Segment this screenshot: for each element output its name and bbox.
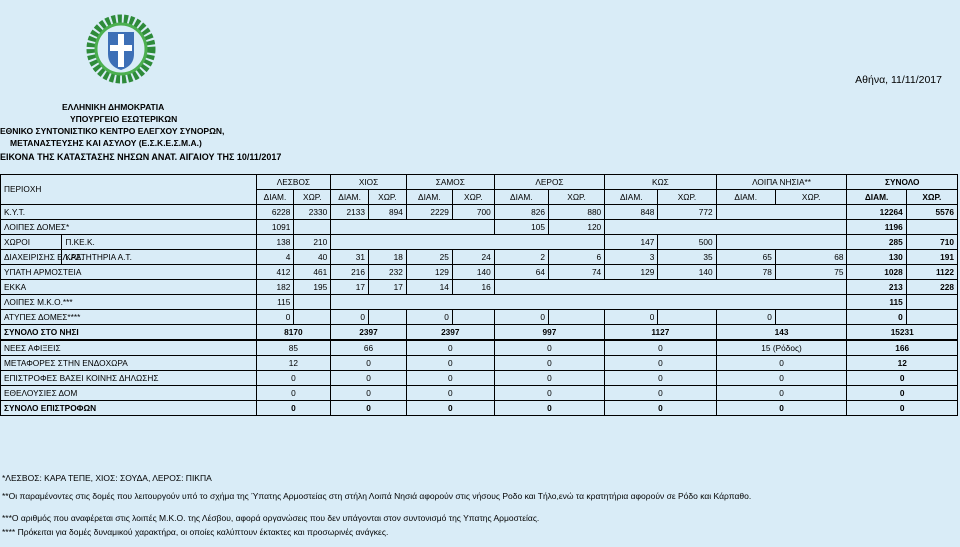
cell: 85 (256, 340, 331, 356)
cell: 120 (548, 220, 604, 235)
table-row (1, 220, 958, 235)
cell: 0 (716, 386, 847, 401)
row-label: ΛΟΙΠΕΣ ΔΟΜΕΣ* (1, 220, 257, 235)
cell: 78 (716, 265, 775, 280)
row-label: ΜΕΤΑΦΟΡΕΣ ΣΤΗΝ ΕΝΔΟΧΩΡΑ (1, 356, 257, 371)
header-republic: ΕΛΛΗΝΙΚΗ ΔΗΜΟΚΡΑΤΙΑ (62, 102, 165, 112)
cell: 0 (331, 386, 407, 401)
col-lesvos: ΛΕΣΒΟΣ (256, 175, 331, 190)
footnote-4: **** Πρόκειται για δομές δυναμικού χαρακτήρα, οι οποίες καλύπτουν έκτακτες και προσωρινές ανάγκες. (2, 527, 389, 537)
cell (775, 310, 847, 325)
cell: 3 (605, 250, 658, 265)
cell: 4 (256, 250, 294, 265)
table-row (1, 386, 958, 401)
sub-diam: ΔΙΑΜ. (716, 190, 775, 205)
table-row (1, 340, 958, 356)
cell: 1122 (906, 265, 957, 280)
cell: 0 (331, 401, 407, 416)
cell: 12 (847, 356, 958, 371)
col-samos: ΣΑΜΟΣ (406, 175, 494, 190)
cell: 0 (331, 310, 369, 325)
cell: 66 (331, 340, 407, 356)
cell: 115 (847, 295, 906, 310)
row-label: ΕΚΚΑ (1, 280, 257, 295)
cell: 0 (847, 310, 906, 325)
row-label: ΛΟΙΠΕΣ Μ.Κ.Ο.*** (1, 295, 257, 310)
sub-diam: ΔΙΑΜ. (331, 190, 369, 205)
cell: 461 (294, 265, 331, 280)
cell: 75 (775, 265, 847, 280)
cell: 2133 (331, 205, 369, 220)
cell: 1196 (847, 220, 906, 235)
cell (369, 310, 407, 325)
col-total: ΣΥΝΟΛΟ (847, 175, 958, 190)
cell: 147 (605, 235, 658, 250)
cell: 166 (847, 340, 958, 356)
cell: 0 (256, 401, 331, 416)
cell: 0 (847, 401, 958, 416)
cell: 115 (256, 295, 294, 310)
cell: 412 (256, 265, 294, 280)
row-label: ΣΥΝΟΛΟ ΕΠΙΣΤΡΟΦΩΝ (1, 401, 257, 416)
cell (331, 235, 605, 250)
cell (331, 295, 847, 310)
cell: 65 (716, 250, 775, 265)
sub-xor: ΧΩΡ. (775, 190, 847, 205)
cell (548, 310, 604, 325)
cell: 129 (406, 265, 452, 280)
cell: 105 (494, 220, 548, 235)
row-label: ΕΘΕΛΟΥΣΙΕΣ ΔΟΜ (1, 386, 257, 401)
cell (716, 205, 847, 220)
table-row (1, 205, 958, 220)
cell: 0 (406, 401, 494, 416)
cell (906, 220, 957, 235)
cell: 0 (716, 401, 847, 416)
col-kos: ΚΩΣ (605, 175, 716, 190)
cell: 880 (548, 205, 604, 220)
cell: 0 (847, 386, 958, 401)
cell: 25 (406, 250, 452, 265)
cell: 997 (494, 325, 604, 341)
cell: 0 (494, 340, 604, 356)
cell: 0 (331, 356, 407, 371)
cell: 12264 (847, 205, 906, 220)
document-date: Αθήνα, 11/11/2017 (855, 74, 942, 86)
cell: 18 (369, 250, 407, 265)
cell: 0 (406, 310, 452, 325)
cell: 2397 (331, 325, 407, 341)
cell: 210 (294, 235, 331, 250)
table-row (1, 356, 958, 371)
greek-emblem-icon (86, 14, 156, 84)
cell: 2397 (406, 325, 494, 341)
row-label: ΥΠΑΤΗ ΑΡΜΟΣΤΕΙΑ (1, 265, 257, 280)
table-row (1, 175, 958, 190)
row-sublabel: Π.ΚΕ.Κ. (62, 235, 256, 250)
cell: 5576 (906, 205, 957, 220)
cell: 1028 (847, 265, 906, 280)
cell: 0 (716, 356, 847, 371)
cell: 16 (452, 280, 494, 295)
cell: 0 (331, 371, 407, 386)
cell: 213 (847, 280, 906, 295)
cell: 0 (494, 356, 604, 371)
cell: 700 (452, 205, 494, 220)
cell: 710 (906, 235, 957, 250)
cell (605, 220, 847, 235)
sub-diam: ΔΙΑΜ. (847, 190, 906, 205)
cell (906, 295, 957, 310)
cell: 0 (847, 371, 958, 386)
sub-xor: ΧΩΡ. (906, 190, 957, 205)
cell: 2330 (294, 205, 331, 220)
row-label: ΑΤΥΠΕΣ ΔΟΜΕΣ**** (1, 310, 257, 325)
cell: 31 (331, 250, 369, 265)
header-center: ΕΘΝΙΚΟ ΣΥΝΤΟΝΙΣΤΙΚΟ ΚΕΝΤΡΟ ΕΛΕΓΧΟΥ ΣΥΝΟΡΩΝ, (0, 126, 225, 136)
col-leros: ΛΕΡΟΣ (494, 175, 604, 190)
cell: 1091 (256, 220, 294, 235)
header-ministry: ΥΠΟΥΡΓΕΙΟ ΕΣΩΤΕΡΙΚΩΝ (70, 114, 178, 124)
cell (294, 310, 331, 325)
table-row (1, 371, 958, 386)
cell: 64 (494, 265, 548, 280)
cell: 182 (256, 280, 294, 295)
table-row (1, 310, 958, 325)
sub-xor: ΧΩΡ. (294, 190, 331, 205)
islands-status-table (0, 174, 958, 416)
cell: 0 (605, 310, 658, 325)
cell: 6228 (256, 205, 294, 220)
cell: 35 (658, 250, 716, 265)
cell: 228 (906, 280, 957, 295)
cell: 12 (256, 356, 331, 371)
cell: 848 (605, 205, 658, 220)
cell: 130 (847, 250, 906, 265)
sub-diam: ΔΙΑΜ. (406, 190, 452, 205)
footnote-1: *ΛΕΣΒΟΣ: ΚΑΡΑ ΤΕΠΕ, ΧΙΟΣ: ΣΟΥΔΑ, ΛΕΡΟΣ: ΠΙΚΠΑ (2, 473, 212, 483)
table-row (1, 250, 958, 265)
cell: 191 (906, 250, 957, 265)
cell (716, 235, 847, 250)
cell (906, 310, 957, 325)
cell: 894 (369, 205, 407, 220)
cell: 0 (494, 310, 548, 325)
footnote-3: ***Ο αριθμός που αναφέρεται στις λοιπές Μ.Κ.Ο. της Λέσβου, αφορά οργανώσεις που δεν υπάγονται στον συντονισμό της Υπατης Αρμοστείας. (2, 513, 540, 523)
cell: 140 (452, 265, 494, 280)
cell: 772 (658, 205, 716, 220)
cell: 0 (605, 340, 716, 356)
col-chios: ΧΙΟΣ (331, 175, 407, 190)
col-other-islands: ΛΟΙΠΑ ΝΗΣΙΑ** (716, 175, 847, 190)
cell: 8170 (256, 325, 331, 341)
cell: 195 (294, 280, 331, 295)
document-title: ΕΙΚΟΝΑ ΤΗΣ ΚΑΤΑΣΤΑΣΗΣ ΝΗΣΩΝ ΑΝΑΤ. ΑΙΓΑΙΟΥ ΤΗΣ 10/11/2017 (0, 152, 282, 162)
cell: 0 (256, 386, 331, 401)
cell: 500 (658, 235, 716, 250)
cell: 138 (256, 235, 294, 250)
cell: 0 (605, 401, 716, 416)
cell: 0 (605, 356, 716, 371)
row-label: ΔΙΑΧΕΙΡΙΣΗΣ ΕΛ.ΑΣ. (1, 250, 62, 265)
cell: 0 (605, 386, 716, 401)
row-label: ΣΥΝΟΛΟ ΣΤΟ ΝΗΣΙ (1, 325, 257, 341)
cell: 0 (406, 371, 494, 386)
cell: 0 (494, 386, 604, 401)
cell: 15 (Ρόδος) (716, 340, 847, 356)
sub-xor: ΧΩΡ. (658, 190, 716, 205)
sub-xor: ΧΩΡ. (452, 190, 494, 205)
cell: 0 (494, 371, 604, 386)
table-row (1, 280, 958, 295)
cell: 0 (256, 310, 294, 325)
footnote-2: **Οι παραμένοντες στις δομές που λειτουργούν υπό το σχήμα της Ύπατης Αρμοστείας στη στήλη Λοιπά Νησιά αφορούν στις νήσους Ροδο και Τήλο,ενώ τα κρατητήρια αφορούν σε Ρόδο και Κάρπαθο. (2, 491, 752, 501)
cell (294, 220, 331, 235)
cell: 17 (331, 280, 369, 295)
row-label: ΧΩΡΟΙ (1, 235, 62, 250)
cell: 68 (775, 250, 847, 265)
cell: 0 (716, 310, 775, 325)
table-row (1, 325, 958, 341)
cell: 2 (494, 250, 548, 265)
table-row (1, 265, 958, 280)
cell: 15231 (847, 325, 958, 341)
cell: 24 (452, 250, 494, 265)
cell: 143 (716, 325, 847, 341)
cell: 74 (548, 265, 604, 280)
cell: 40 (294, 250, 331, 265)
row-label: ΝΕΕΣ ΑΦΙΞΕΙΣ (1, 340, 257, 356)
cell: 14 (406, 280, 452, 295)
cell: 0 (406, 386, 494, 401)
sub-diam: ΔΙΑΜ. (256, 190, 294, 205)
cell: 0 (406, 356, 494, 371)
cell: 129 (605, 265, 658, 280)
table-row (1, 401, 958, 416)
cell (452, 310, 494, 325)
row-label: Κ.Υ.Τ. (1, 205, 257, 220)
cell: 17 (369, 280, 407, 295)
cell: 826 (494, 205, 548, 220)
sub-diam: ΔΙΑΜ. (605, 190, 658, 205)
row-label: ΕΠΙΣΤΡΟΦΕΣ ΒΑΣΕΙ ΚΟΙΝΗΣ ΔΗΛΩΣΗΣ (1, 371, 257, 386)
cell: 0 (605, 371, 716, 386)
table-row (1, 235, 958, 250)
cell: 1127 (605, 325, 716, 341)
cell: 232 (369, 265, 407, 280)
cell: 2229 (406, 205, 452, 220)
row-sublabel: ΚΡΑΤΗΤΗΡΙΑ Α.Τ. (62, 250, 256, 265)
cell: 0 (406, 340, 494, 356)
sub-xor: ΧΩΡ. (369, 190, 407, 205)
cell (331, 220, 495, 235)
cell: 6 (548, 250, 604, 265)
cell: 0 (256, 371, 331, 386)
table-row (1, 295, 958, 310)
cell (658, 310, 716, 325)
sub-diam: ΔΙΑΜ. (494, 190, 548, 205)
header-center-cont: ΜΕΤΑΝΑΣΤΕΥΣΗΣ ΚΑΙ ΑΣΥΛΟΥ (Ε.Σ.Κ.Ε.Σ.Μ.Α.) (10, 138, 202, 148)
sub-xor: ΧΩΡ. (548, 190, 604, 205)
cell (294, 295, 331, 310)
cell: 216 (331, 265, 369, 280)
cell: 140 (658, 265, 716, 280)
cell (494, 280, 847, 295)
cell: 285 (847, 235, 906, 250)
cell: 0 (716, 371, 847, 386)
cell: 0 (494, 401, 604, 416)
region-header: ΠΕΡΙΟΧΗ (1, 175, 257, 205)
